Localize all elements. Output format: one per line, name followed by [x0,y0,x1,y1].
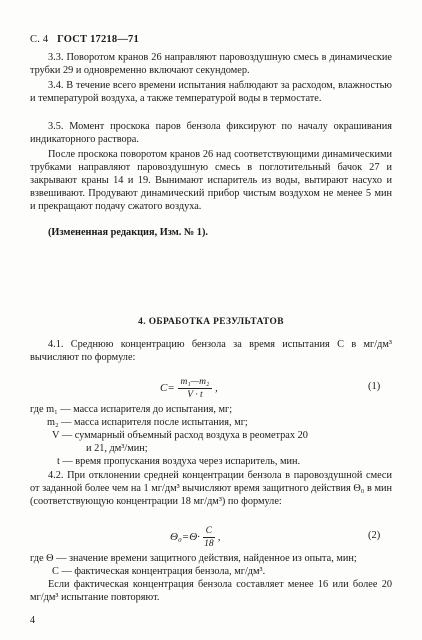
page-label: С. 4 [30,34,49,45]
definition-v: V — суммарный объемный расход воздуха в реометрах 20 [52,429,308,441]
formula-1 [160,376,218,401]
formula-1-definitions [30,404,400,469]
definition-m1: где m₁ — масса испарителя до испытания, мг; [30,404,233,415]
formula-2-definitions [30,553,392,579]
formula-1-tail: , [215,382,218,395]
formula-2-denominator: 18 [204,539,214,549]
paragraph-4-2-continued: Если фактическая концентрация бензола составляет менее 16 или более 20 мг/дм³ испытание повторяют. [30,579,392,603]
paragraph-3-5-continued: После проскока поворотом кранов 26 над соответствующими динамическими трубками направляют паровоздушную смесь в поглотительный бачок 27 и закрывают краны 14 и 19. Вынимают испаритель из воды, вытирают насухо и взвешивают. Продувают динамический прибор чистым воздухом не менее 5 мин и прекращают подачу сжатого воздуха. [30,149,392,212]
formula-2-numerator: C [203,525,215,538]
formula-1-lhs: C= [160,382,175,395]
definition-m2: m₂ — масса испарителя после испытания, мг; [47,416,248,428]
page-number: 4 [30,615,35,626]
doc-code: ГОСТ 17218—71 [57,34,139,45]
formula-1-numerator: m₁—m₂ [178,376,213,389]
formula-2-tail: , [217,531,221,544]
definition-c: C — фактическая концентрация бензола, мг/дм³. [52,565,266,577]
paragraph-3-3: 3.3. Поворотом кранов 26 направляют паровоздушную смесь в динамические трубки 29 и одновременно включают секундомер. [30,52,392,76]
definition-theta: где Θ — значение времени защитного действия, найденное из опыта, мин; [30,553,357,564]
formula-2-fraction [203,525,215,550]
definition-t: t — время пропускания воздуха через испаритель, мин. [57,455,301,467]
definition-v-continued: и 21, дм³/мин; [86,442,148,454]
formula-2-lhs: Θ₀=Θ· [170,531,200,544]
formula-1-fraction [178,376,213,401]
formula-1-denominator: V · t [187,390,203,400]
section-heading: 4. ОБРАБОТКА РЕЗУЛЬТАТОВ [138,317,284,327]
formula-2 [170,525,220,550]
formula-1-number: (1) [368,381,381,392]
paragraph-4-2: 4.2. При отклонении средней концентрации бензола в паровоздушной смеси от заданной более чем на 1 мг/дм³ вычисляют время защитного действия Θ₀ в мин (соответствующую концентрации 18 мг/дм³) по формуле: [30,470,392,507]
amendment-note-1: (Измененная редакция, Изм. № 1). [48,227,208,238]
running-header [30,34,139,45]
formula-2-number: (2) [368,530,381,541]
paragraph-3-4: 3.4. В течение всего времени испытания наблюдают за расходом, влажностью и температурой воздуха, а также температурой воды в термостате. [30,80,392,104]
paragraph-3-5: 3.5. Момент проскока паров бензола фиксируют по началу окрашивания индикаторного раствора. [30,121,392,145]
paragraph-4-1: 4.1. Среднюю концентрацию бензола за время испытания C в мг/дм³ вычисляют по формуле: [30,339,392,363]
